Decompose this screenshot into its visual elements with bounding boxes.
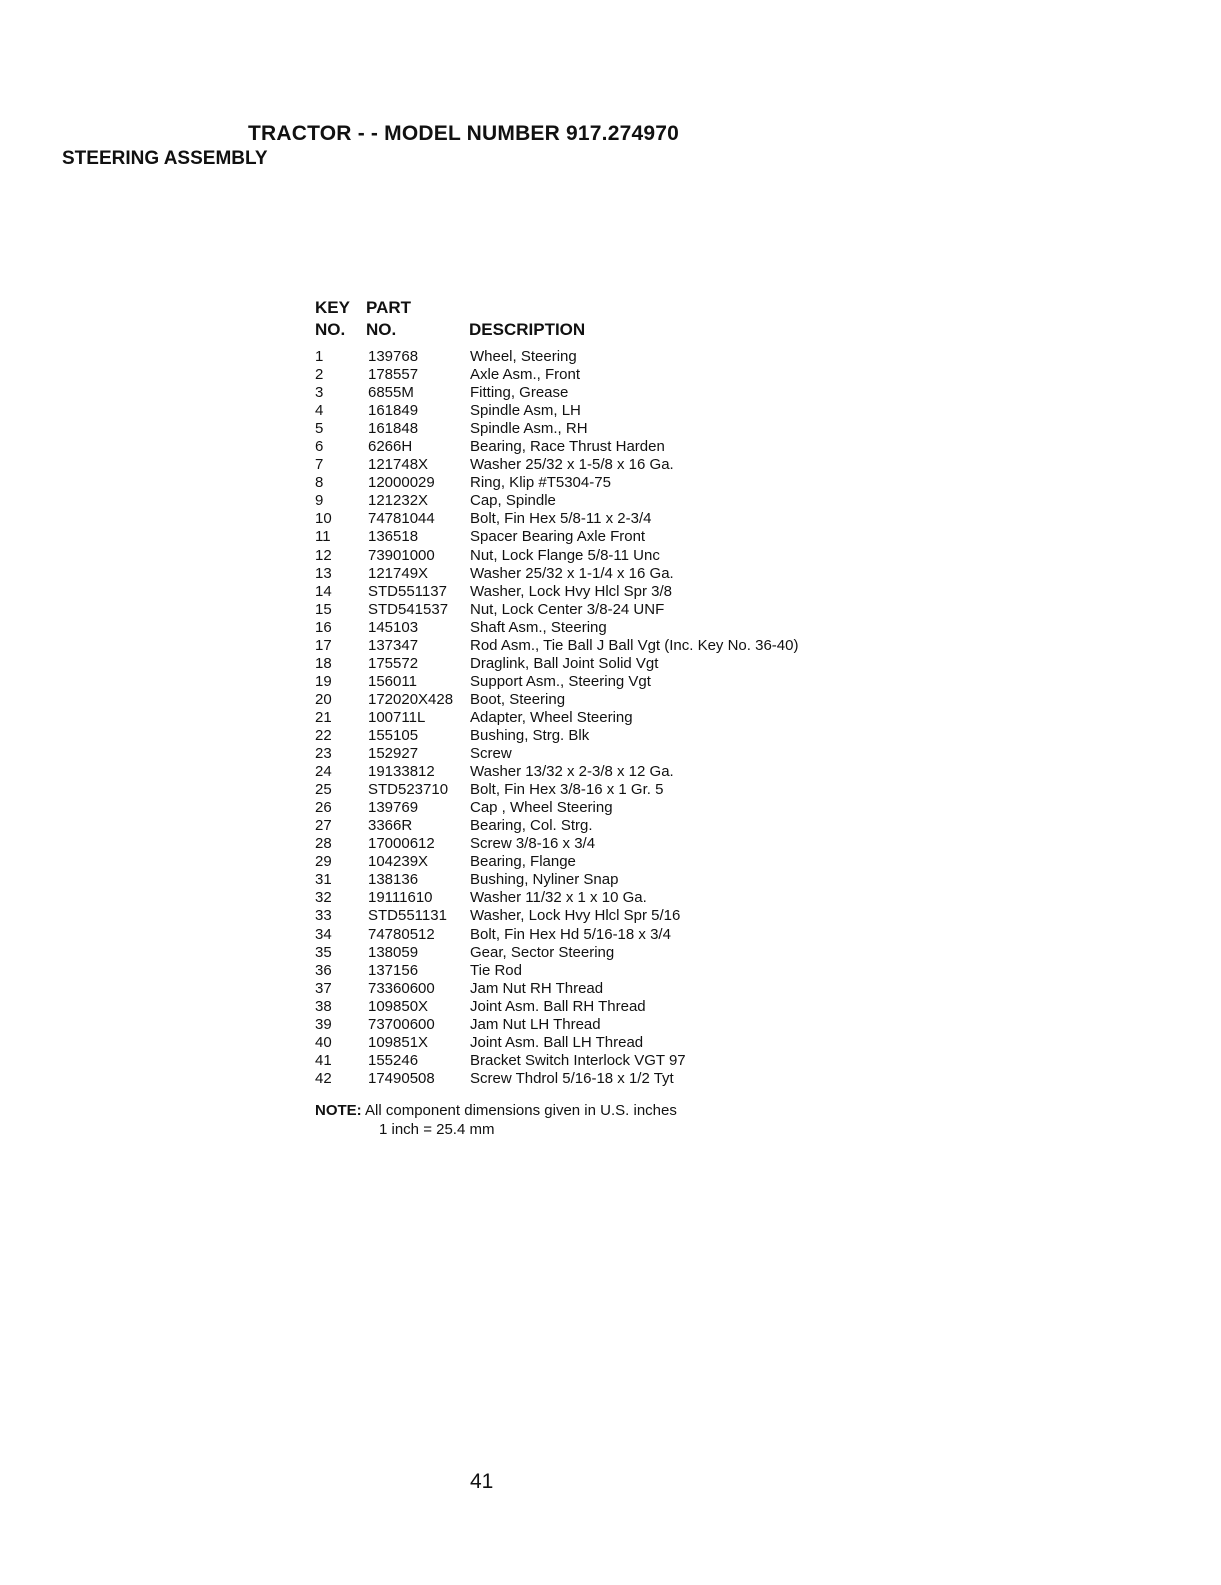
part-description: Axle Asm., Front: [470, 366, 581, 384]
section-title: STEERING ASSEMBLY: [62, 148, 268, 169]
part-description: Support Asm., Steering Vgt: [470, 672, 651, 690]
part-number: 19133812: [368, 763, 435, 781]
part-description: Spacer Bearing Axle Front: [470, 528, 646, 546]
part-number: 161848: [368, 420, 419, 438]
part-number: 138136: [368, 871, 419, 889]
key-number: 18: [315, 654, 332, 672]
part-description: Screw 3/8-16 x 3/4: [470, 835, 596, 853]
part-number: STD551131: [368, 907, 447, 925]
key-number: 14: [315, 582, 332, 600]
part-number: 172020X428: [368, 690, 454, 708]
part-description: Bearing, Col. Strg.: [470, 817, 593, 835]
key-number: 32: [315, 889, 332, 907]
key-number: 29: [315, 853, 332, 871]
part-number: 121749X: [368, 564, 429, 582]
note-conversion: 1 inch = 25.4 mm: [379, 1121, 495, 1138]
part-number: 100711L: [368, 708, 426, 726]
key-number: 27: [315, 817, 332, 835]
key-number: 31: [315, 871, 332, 889]
column-header-key-line2: NO.: [315, 320, 346, 339]
part-description: Spindle Asm., RH: [470, 420, 588, 438]
part-number: 12000029: [368, 474, 435, 492]
part-description: Wheel, Steering: [470, 348, 577, 365]
part-description: Draglink, Ball Joint Solid Vgt: [470, 654, 659, 672]
part-number: 155246: [368, 1051, 419, 1069]
part-number: 73360600: [368, 979, 435, 997]
part-description: Washer, Lock Hvy Hlcl Spr 3/8: [470, 582, 673, 600]
key-number: 25: [315, 781, 332, 799]
column-header-description: DESCRIPTION: [469, 320, 586, 339]
part-number: 17000612: [368, 835, 435, 853]
part-description: Washer 25/32 x 1-5/8 x 16 Ga.: [470, 456, 674, 474]
note-text: All component dimensions given in U.S. inches: [365, 1102, 677, 1119]
key-number: 20: [315, 690, 332, 708]
part-description: Washer 11/32 x 1 x 10 Ga.: [470, 889, 647, 907]
key-number: 5: [315, 420, 324, 438]
note-label: NOTE:: [315, 1102, 362, 1119]
part-description: Bolt, Fin Hex 5/8-11 x 2-3/4: [470, 510, 652, 528]
part-number: 19111610: [368, 889, 433, 907]
column-header-part-line2: NO.: [366, 320, 397, 339]
key-number: 15: [315, 600, 332, 618]
key-number: 17: [315, 636, 332, 654]
key-number: 7: [315, 456, 324, 474]
part-description: Screw: [470, 745, 512, 763]
part-description: Shaft Asm., Steering: [470, 618, 607, 636]
part-description: Screw Thdrol 5/16-18 x 1/2 Tyt: [470, 1069, 674, 1087]
part-number: 17490508: [368, 1069, 435, 1087]
key-number: 16: [315, 618, 332, 636]
note: [315, 1102, 677, 1120]
key-number: 6: [315, 438, 324, 456]
key-number: 35: [315, 943, 332, 961]
key-number: 34: [315, 925, 332, 943]
key-number: 38: [315, 997, 332, 1015]
part-description: Bushing, Nyliner Snap: [470, 871, 619, 889]
key-number: 40: [315, 1033, 332, 1051]
part-description: Washer 13/32 x 2-3/8 x 12 Ga.: [470, 763, 674, 781]
part-description: Bearing, Flange: [470, 853, 576, 871]
part-description: Joint Asm. Ball RH Thread: [470, 997, 646, 1015]
part-description: Bearing, Race Thrust Harden: [470, 438, 665, 456]
part-description: Bushing, Strg. Blk: [470, 726, 590, 744]
part-description: Bolt, Fin Hex 3/8-16 x 1 Gr. 5: [470, 781, 664, 799]
part-description: Cap, Spindle: [470, 492, 556, 510]
page-number: 41: [470, 1470, 494, 1493]
part-description: Washer, Lock Hvy Hlcl Spr 5/16: [470, 907, 681, 925]
part-number: 121748X: [368, 456, 429, 474]
page-title: TRACTOR - - MODEL NUMBER 917.274970: [248, 122, 679, 145]
part-number: 73700600: [368, 1015, 435, 1033]
part-number: 73901000: [368, 546, 435, 564]
key-number: 9: [315, 492, 324, 510]
part-number: 175572: [368, 654, 419, 672]
part-number: 136518: [368, 528, 419, 546]
part-description: Jam Nut LH Thread: [470, 1015, 601, 1033]
column-header-part-line1: PART: [366, 298, 412, 317]
part-number: 152927: [368, 745, 419, 763]
key-number: 42: [315, 1069, 332, 1087]
key-number: 11: [315, 528, 331, 546]
key-number: 26: [315, 799, 332, 817]
part-description: Bolt, Fin Hex Hd 5/16-18 x 3/4: [470, 925, 671, 943]
key-number: 41: [315, 1051, 332, 1069]
part-number: STD541537: [368, 600, 449, 618]
part-description: Nut, Lock Flange 5/8-11 Unc: [470, 546, 660, 564]
key-number: 3: [315, 384, 324, 402]
part-number: 145103: [368, 618, 419, 636]
key-number: 39: [315, 1015, 332, 1033]
part-description: Cap , Wheel Steering: [470, 799, 613, 817]
part-number: 6266H: [368, 438, 413, 456]
part-description: Adapter, Wheel Steering: [470, 708, 633, 726]
key-number: 1: [315, 348, 324, 365]
part-description: Gear, Sector Steering: [470, 943, 615, 961]
part-number: 139769: [368, 799, 419, 817]
key-number: 37: [315, 979, 332, 997]
part-number: 121232X: [368, 492, 429, 510]
part-description: Ring, Klip #T5304-75: [470, 474, 611, 492]
part-number: 138059: [368, 943, 419, 961]
part-description: Nut, Lock Center 3/8-24 UNF: [470, 600, 665, 618]
part-number: STD551137: [368, 582, 447, 600]
key-number: 13: [315, 564, 332, 582]
part-number: 104239X: [368, 853, 429, 871]
key-number: 10: [315, 510, 332, 528]
part-number: 178557: [368, 366, 419, 384]
part-number: 139768: [368, 348, 419, 365]
part-description: Fitting, Grease: [470, 384, 569, 402]
part-description: Joint Asm. Ball LH Thread: [470, 1033, 644, 1051]
part-description: Tie Rod: [470, 961, 522, 979]
key-number: 22: [315, 726, 332, 744]
key-number: 23: [315, 745, 332, 763]
key-number: 8: [315, 474, 324, 492]
part-number: STD523710: [368, 781, 449, 799]
part-description: Spindle Asm, LH: [470, 402, 581, 420]
part-number: 109851X: [368, 1033, 429, 1051]
key-number: 24: [315, 763, 332, 781]
part-number: 74781044: [368, 510, 435, 528]
column-header-key-line1: KEY: [315, 298, 350, 317]
key-number: 4: [315, 402, 324, 420]
part-number: 156011: [368, 672, 417, 690]
part-number: 3366R: [368, 817, 413, 835]
part-description: Boot, Steering: [470, 690, 566, 708]
part-number: 74780512: [368, 925, 435, 943]
part-description: Rod Asm., Tie Ball J Ball Vgt (Inc. Key No. 36-40): [470, 636, 799, 654]
key-number: 12: [315, 546, 332, 564]
part-number: 109850X: [368, 997, 429, 1015]
part-number: 161849: [368, 402, 419, 420]
key-number: 28: [315, 835, 332, 853]
part-number: 137347: [368, 636, 419, 654]
part-description: Jam Nut RH Thread: [470, 979, 604, 997]
part-number: 6855M: [368, 384, 414, 402]
key-number: 2: [315, 366, 324, 384]
part-description: Washer 25/32 x 1-1/4 x 16 Ga.: [470, 564, 674, 582]
part-number: 155105: [368, 726, 419, 744]
key-number: 19: [315, 672, 332, 690]
part-number: 137156: [368, 961, 419, 979]
part-description: Bracket Switch Interlock VGT 97: [470, 1051, 686, 1069]
key-number: 21: [315, 708, 332, 726]
key-number: 33: [315, 907, 332, 925]
key-number: 36: [315, 961, 332, 979]
